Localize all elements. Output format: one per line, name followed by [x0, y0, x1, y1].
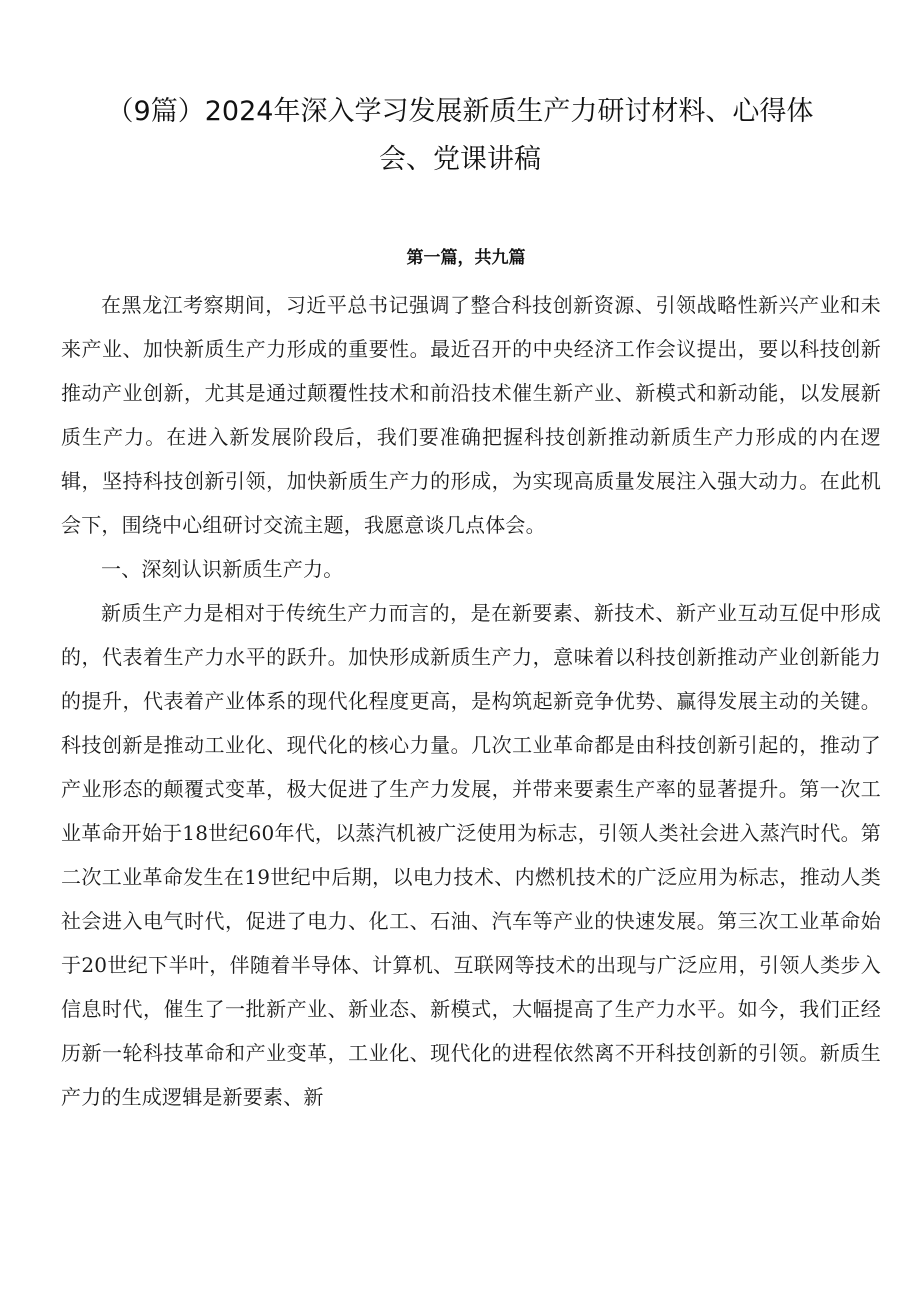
section-heading: 第一篇，共九篇	[406, 248, 526, 268]
intro-paragraph: 在黑龙江考察期间，习近平总书记强调了整合科技创新资源、引领战略性新兴产业和未来产业、加快新质生产力形成的重要性。最近召开的中央经济工作会议提出，要以科技创新推动产业创新，尤其是通过颠覆性技术和前沿技术催生新产业、新模式和新动能，以发展新质生产力。在进入新发展阶段后，我们要准确把握科技创新推动新质生产力形成的内在逻辑，坚持科技创新引领，加快新质生产力的形成，为实现高质量发展注入强大动力。在此机会下，围绕中心组研讨交流主题，我愿意谈几点体会。	[61, 293, 881, 537]
subheading-paragraph: 一、深刻认识新质生产力。	[101, 557, 344, 581]
document-title: （9篇）2024年深入学习发展新质生产力研讨材料、心得体会、党课讲稿	[106, 96, 814, 175]
body-paragraph: 新质生产力是相对于传统生产力而言的，是在新要素、新技术、新产业互动互促中形成的，代表着生产力水平的跃升。加快形成新质生产力，意味着以科技创新推动产业创新能力的提升，代表着产业体系的现代化程度更高，是构筑起新竞争优势、赢得发展主动的关键。科技创新是推动工业化、现代化的核心力量。几次工业革命都是由科技创新引起的，推动了产业形态的颠覆式变革，极大促进了生产力发展，并带来要素生产率的显著提升。第一次工业革命开始于18世纪60年代，以蒸汽机被广泛使用为标志，引领人类社会进入蒸汽时代。第二次工业革命发生在19世纪中后期，以电力技术、内燃机技术的广泛应用为标志，推动人类社会进入电气时代，促进了电力、化工、石油、汽车等产业的快速发展。第三次工业革命始于20世纪下半叶，伴随着半导体、计算机、互联网等技术的出现与广泛应用，引领人类步入信息时代，催生了一批新产业、新业态、新模式，大幅提高了生产力水平。如今，我们正经历新一轮科技革命和产业变革，工业化、现代化的进程依然离不开科技创新的引领。新质生产力的生成逻辑是新要素、新	[61, 601, 881, 1109]
document-body	[61, 283, 881, 1119]
